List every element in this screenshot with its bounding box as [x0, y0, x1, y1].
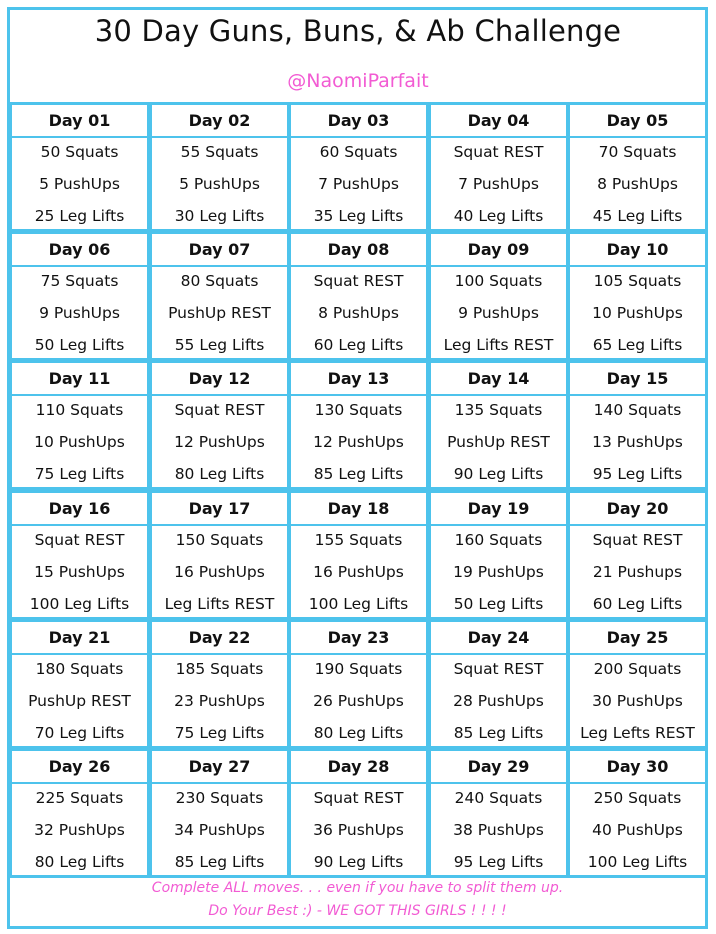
pushups-line: 26 PushUps — [313, 692, 404, 710]
leg-lifts-line: 35 Leg Lifts — [313, 207, 404, 225]
leg-lifts-line: 95 Leg Lifts — [453, 853, 544, 871]
footer — [10, 877, 705, 925]
day-cell — [567, 102, 708, 232]
day-label: Day 23 — [291, 622, 426, 655]
pushups-line: 10 PushUps — [592, 304, 683, 322]
squats-line: 240 Squats — [454, 789, 543, 807]
day-cell — [428, 490, 569, 620]
pushups-line: 36 PushUps — [313, 821, 404, 839]
squats-line: 75 Squats — [40, 272, 119, 290]
pushups-line: 16 PushUps — [174, 563, 265, 581]
leg-lifts-line: 85 Leg Lifts — [453, 724, 544, 742]
leg-lifts-line: 50 Leg Lifts — [34, 336, 125, 354]
squats-line: 50 Squats — [40, 143, 119, 161]
squats-line: 135 Squats — [454, 401, 543, 419]
day-label: Day 14 — [431, 363, 566, 396]
leg-lifts-line: 40 Leg Lifts — [453, 207, 544, 225]
squats-line: 130 Squats — [314, 401, 403, 419]
day-cell — [567, 231, 708, 361]
day-label: Day 12 — [152, 363, 287, 396]
day-cell — [288, 360, 429, 490]
pushups-line: 5 PushUps — [179, 175, 260, 193]
pushups-line: 7 PushUps — [458, 175, 539, 193]
squats-line: Squat REST — [453, 143, 544, 161]
leg-lifts-line: 80 Leg Lifts — [174, 465, 265, 483]
leg-lifts-line: 45 Leg Lifts — [592, 207, 683, 225]
day-cell — [428, 360, 569, 490]
pushups-line: 8 PushUps — [597, 175, 678, 193]
leg-lifts-line: 55 Leg Lifts — [174, 336, 265, 354]
squats-line: 160 Squats — [454, 531, 543, 549]
pushups-line: PushUp REST — [447, 433, 550, 451]
day-cell — [567, 490, 708, 620]
day-cell — [9, 490, 150, 620]
day-label: Day 27 — [152, 751, 287, 784]
day-cell — [567, 619, 708, 749]
pushups-line: 9 PushUps — [39, 304, 120, 322]
day-cell — [288, 748, 429, 878]
day-label: Day 20 — [570, 493, 705, 526]
day-cell — [149, 360, 290, 490]
day-label: Day 02 — [152, 105, 287, 138]
pushups-line: 30 PushUps — [592, 692, 683, 710]
day-cell — [9, 619, 150, 749]
day-label: Day 05 — [570, 105, 705, 138]
day-cell — [149, 102, 290, 232]
pushups-line: 34 PushUps — [174, 821, 265, 839]
day-cell — [428, 231, 569, 361]
squats-line: 55 Squats — [180, 143, 259, 161]
squats-line: 185 Squats — [175, 660, 264, 678]
day-cell — [567, 748, 708, 878]
pushups-line: PushUp REST — [28, 692, 131, 710]
author-handle: @NaomiParfait — [287, 70, 429, 92]
squats-line: Squat REST — [174, 401, 265, 419]
day-cell — [149, 231, 290, 361]
day-label: Day 19 — [431, 493, 566, 526]
pushups-line: 9 PushUps — [458, 304, 539, 322]
challenge-grid — [9, 102, 706, 876]
pushups-line: 32 PushUps — [34, 821, 125, 839]
leg-lifts-line: 60 Leg Lifts — [313, 336, 404, 354]
day-cell — [288, 231, 429, 361]
pushups-line: 7 PushUps — [318, 175, 399, 193]
squats-line: 225 Squats — [35, 789, 124, 807]
leg-lifts-line: 30 Leg Lifts — [174, 207, 265, 225]
pushups-line: 13 PushUps — [592, 433, 683, 451]
squats-line: 190 Squats — [314, 660, 403, 678]
footer-line-2: Do Your Best :) - WE GOT THIS GIRLS ! ! ! ! — [208, 903, 507, 919]
pushups-line: 21 Pushups — [592, 563, 683, 581]
day-cell — [9, 102, 150, 232]
pushups-line: 15 PushUps — [34, 563, 125, 581]
squats-line: 230 Squats — [175, 789, 264, 807]
leg-lifts-line: 85 Leg Lifts — [174, 853, 265, 871]
day-label: Day 17 — [152, 493, 287, 526]
day-label: Day 04 — [431, 105, 566, 138]
day-label: Day 10 — [570, 234, 705, 267]
day-cell — [288, 490, 429, 620]
day-label: Day 13 — [291, 363, 426, 396]
squats-line: Squat REST — [592, 531, 683, 549]
day-label: Day 21 — [12, 622, 147, 655]
pushups-line: 19 PushUps — [453, 563, 544, 581]
squats-line: 180 Squats — [35, 660, 124, 678]
day-label: Day 01 — [12, 105, 147, 138]
day-label: Day 15 — [570, 363, 705, 396]
squats-line: Squat REST — [313, 272, 404, 290]
day-cell — [9, 748, 150, 878]
leg-lifts-line: 60 Leg Lifts — [592, 595, 683, 613]
leg-lifts-line: 80 Leg Lifts — [34, 853, 125, 871]
leg-lifts-line: 95 Leg Lifts — [592, 465, 683, 483]
day-label: Day 06 — [12, 234, 147, 267]
squats-line: 110 Squats — [35, 401, 124, 419]
day-cell — [149, 490, 290, 620]
page-title: 30 Day Guns, Buns, & Ab Challenge — [94, 14, 622, 48]
day-label: Day 16 — [12, 493, 147, 526]
day-cell — [567, 360, 708, 490]
leg-lifts-line: 70 Leg Lifts — [34, 724, 125, 742]
pushups-line: 40 PushUps — [592, 821, 683, 839]
squats-line: 155 Squats — [314, 531, 403, 549]
pushups-line: 8 PushUps — [318, 304, 399, 322]
pushups-line: 10 PushUps — [34, 433, 125, 451]
squats-line: 100 Squats — [454, 272, 543, 290]
squats-line: 80 Squats — [180, 272, 259, 290]
day-cell — [288, 102, 429, 232]
day-label: Day 30 — [570, 751, 705, 784]
day-cell — [288, 619, 429, 749]
squats-line: 105 Squats — [593, 272, 682, 290]
leg-lifts-line: 100 Leg Lifts — [29, 595, 130, 613]
leg-lifts-line: Leg Lifts REST — [164, 595, 275, 613]
pushups-line: 12 PushUps — [174, 433, 265, 451]
day-cell — [149, 748, 290, 878]
squats-line: Squat REST — [34, 531, 125, 549]
leg-lifts-line: Leg Lefts REST — [580, 724, 695, 742]
leg-lifts-line: 90 Leg Lifts — [313, 853, 404, 871]
pushups-line: 12 PushUps — [313, 433, 404, 451]
leg-lifts-line: 85 Leg Lifts — [313, 465, 404, 483]
day-label: Day 03 — [291, 105, 426, 138]
day-cell — [428, 102, 569, 232]
squats-line: 250 Squats — [593, 789, 682, 807]
day-label: Day 29 — [431, 751, 566, 784]
squats-line: 60 Squats — [319, 143, 398, 161]
squats-line: 140 Squats — [593, 401, 682, 419]
squats-line: Squat REST — [313, 789, 404, 807]
squats-line: Squat REST — [453, 660, 544, 678]
leg-lifts-line: 90 Leg Lifts — [453, 465, 544, 483]
leg-lifts-line: 75 Leg Lifts — [174, 724, 265, 742]
day-label: Day 07 — [152, 234, 287, 267]
day-cell — [428, 619, 569, 749]
day-label: Day 24 — [431, 622, 566, 655]
day-cell — [428, 748, 569, 878]
day-label: Day 11 — [12, 363, 147, 396]
footer-line-1: Complete ALL moves. . . even if you have to split them up. — [151, 880, 564, 896]
day-label: Day 18 — [291, 493, 426, 526]
day-label: Day 22 — [152, 622, 287, 655]
squats-line: 200 Squats — [593, 660, 682, 678]
leg-lifts-line: 80 Leg Lifts — [313, 724, 404, 742]
leg-lifts-line: 75 Leg Lifts — [34, 465, 125, 483]
day-cell — [149, 619, 290, 749]
pushups-line: 5 PushUps — [39, 175, 120, 193]
pushups-line: 38 PushUps — [453, 821, 544, 839]
pushups-line: 23 PushUps — [174, 692, 265, 710]
day-label: Day 26 — [12, 751, 147, 784]
leg-lifts-line: 100 Leg Lifts — [587, 853, 688, 871]
squats-line: 70 Squats — [598, 143, 677, 161]
squats-line: 150 Squats — [175, 531, 264, 549]
day-cell — [9, 231, 150, 361]
leg-lifts-line: Leg Lifts REST — [443, 336, 554, 354]
leg-lifts-line: 100 Leg Lifts — [308, 595, 409, 613]
leg-lifts-line: 50 Leg Lifts — [453, 595, 544, 613]
day-label: Day 28 — [291, 751, 426, 784]
pushups-line: PushUp REST — [168, 304, 271, 322]
leg-lifts-line: 25 Leg Lifts — [34, 207, 125, 225]
pushups-line: 28 PushUps — [453, 692, 544, 710]
day-cell — [9, 360, 150, 490]
leg-lifts-line: 65 Leg Lifts — [592, 336, 683, 354]
day-label: Day 08 — [291, 234, 426, 267]
day-label: Day 25 — [570, 622, 705, 655]
pushups-line: 16 PushUps — [313, 563, 404, 581]
day-label: Day 09 — [431, 234, 566, 267]
